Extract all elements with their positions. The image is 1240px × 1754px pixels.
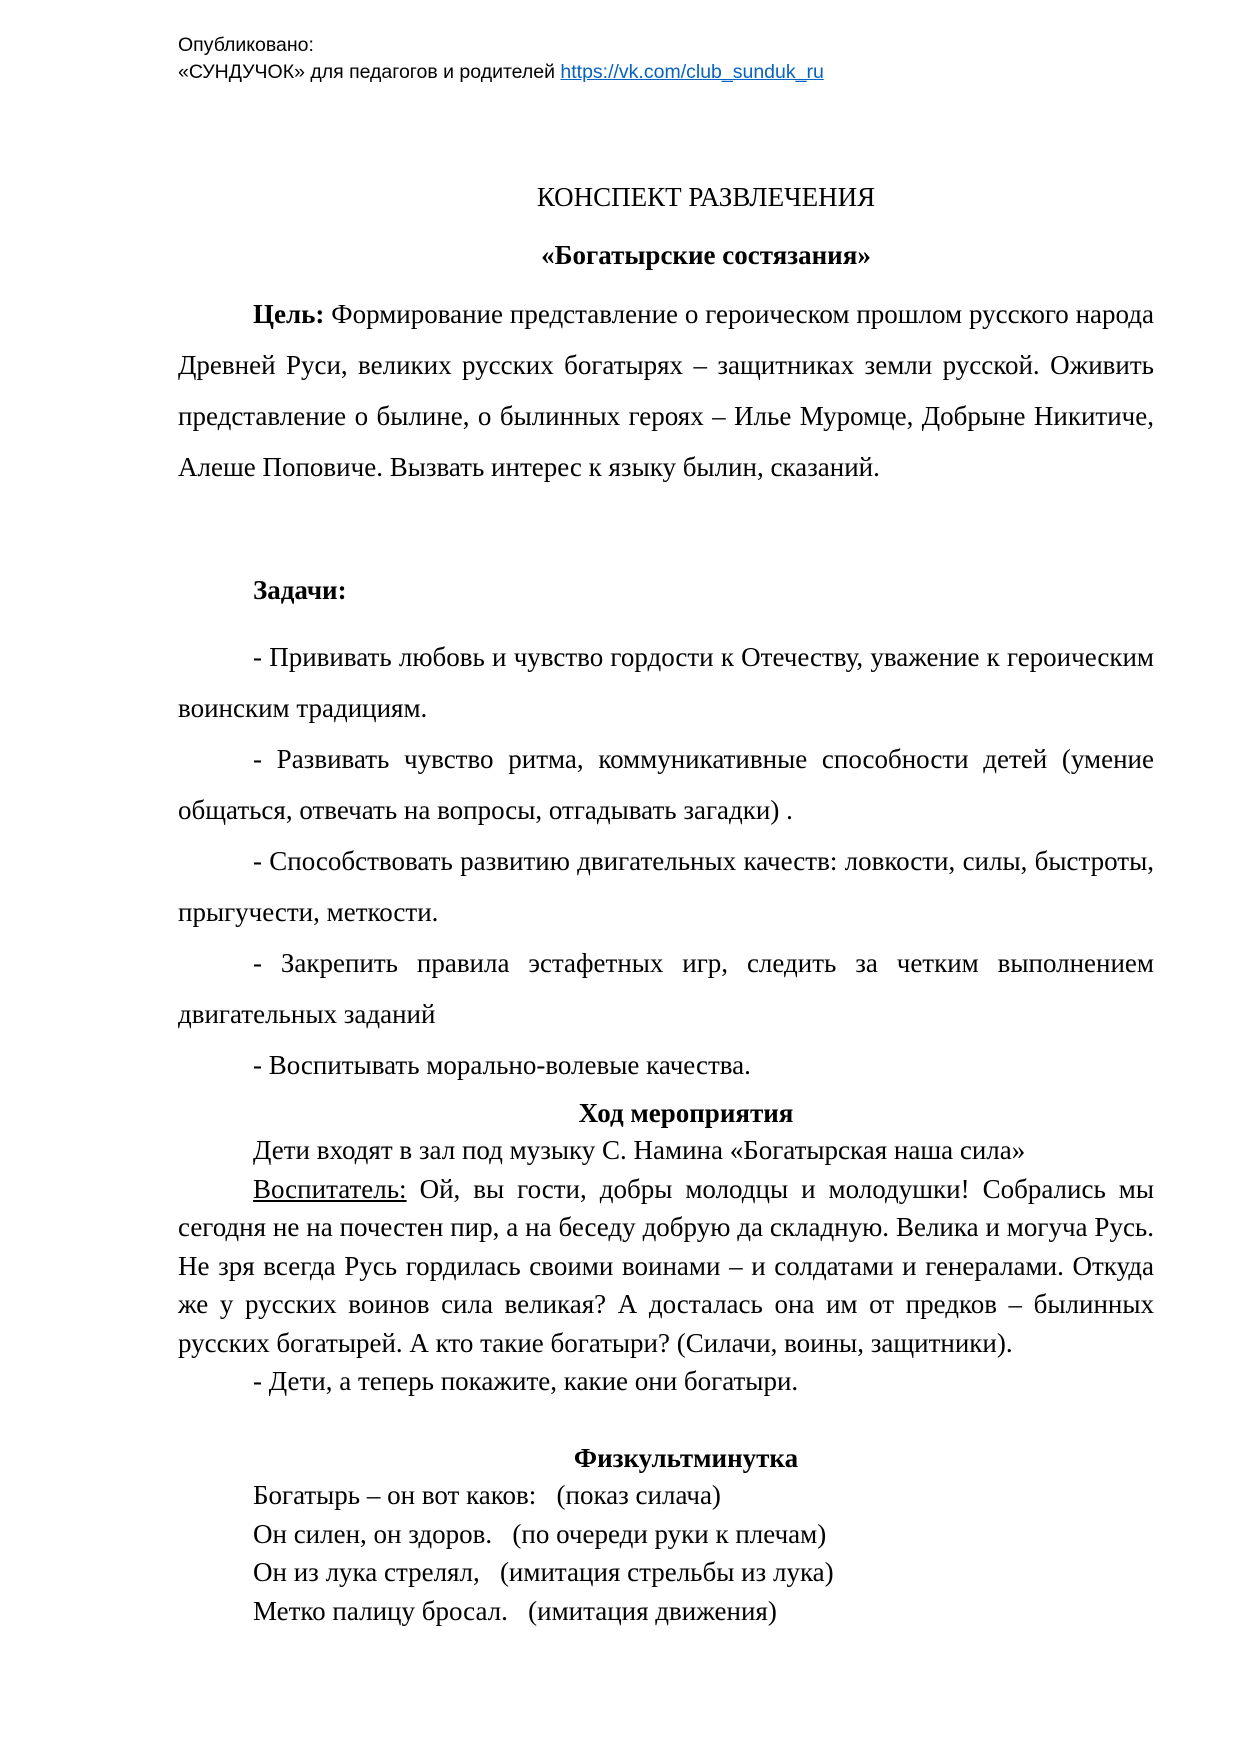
poem <box>178 1476 1154 1630</box>
poem-line: Он силен, он здоров. (по очереди руки к плечам) <box>253 1518 827 1549</box>
task-item: - Прививать любовь и чувство гордости к Отечеству, уважение к героическим воинским традициям. <box>178 642 1154 723</box>
document-title: КОНСПЕКТ РАЗВЛЕЧЕНИЯ <box>536 182 876 212</box>
poem-line: Метко палицу бросал. (имитация движения) <box>253 1595 777 1626</box>
teacher-text: Ой, вы гости, добры молодцы и молодушки! Собрались мы сегодня не на почестен пир, а на беседу добрую да складную. Велика и могуча Русь. Не зря всегда Русь гордилась своими воинами – и солдатами и генералами. Откуда же у русских воинов сила великая? А досталась она им от предков – былинных русских богатырей. А кто такие богатыри? (Силачи, воины, защитники). <box>178 1173 1154 1358</box>
event-intro: Дети входят в зал под музыку С. Намина «Богатырская наша сила» <box>253 1135 1026 1165</box>
poem-line: Он из лука стрелял, (имитация стрельбы из лука) <box>253 1557 834 1587</box>
source-text: «СУНДУЧОК» для педагогов и родителей <box>178 61 555 83</box>
teacher-label: Воспитатель: <box>253 1173 407 1204</box>
event-title: Ход мероприятия <box>578 1098 794 1128</box>
task-item: - Закрепить правила эстафетных игр, следить за четким выполнением двигательных заданий <box>178 948 1154 1029</box>
teacher-paragraph <box>178 1170 1154 1363</box>
source-link[interactable]: https://vk.com/club_sunduk_ru <box>560 61 824 83</box>
fiz-title: Физкультминутка <box>573 1443 799 1473</box>
tasks-list <box>178 632 1154 1091</box>
tasks-label: Задачи: <box>253 575 347 605</box>
poem-line: Богатырь – он вот каков: (показ силача) <box>253 1480 721 1510</box>
published-label: Опубликовано: <box>178 34 314 56</box>
goal-label: Цель: <box>253 299 325 329</box>
task-item: - Способствовать развитию двигательных качеств: ловкости, силы, быстроты, прыгучести, меткости. <box>178 846 1154 927</box>
goal-paragraph <box>178 289 1154 493</box>
publication-header <box>178 32 824 86</box>
teacher-followup: - Дети, а теперь покажите, какие они богатыри. <box>253 1366 799 1396</box>
goal-text: Формирование представление о героическом прошлом русского народа Древней Руси, великих русских богатырях – защитниках земли русской. Оживить представление о былине, о былинных героях – Илье Муромце, Добрыне Никитиче, Алеше Поповиче. Вызвать интерес к языку былин, сказаний. <box>178 299 1154 482</box>
task-item: - Воспитывать морально-волевые качества. <box>253 1050 751 1080</box>
goal-section <box>178 289 1154 493</box>
event-section <box>178 1131 1154 1401</box>
task-item: - Развивать чувство ритма, коммуникативные способности детей (умение общаться, отвечать на вопросы, отгадывать загадки) . <box>178 744 1154 825</box>
source-line <box>178 59 824 86</box>
document-subtitle: «Богатырские состязания» <box>541 240 871 270</box>
tasks-heading-section <box>178 565 1154 616</box>
